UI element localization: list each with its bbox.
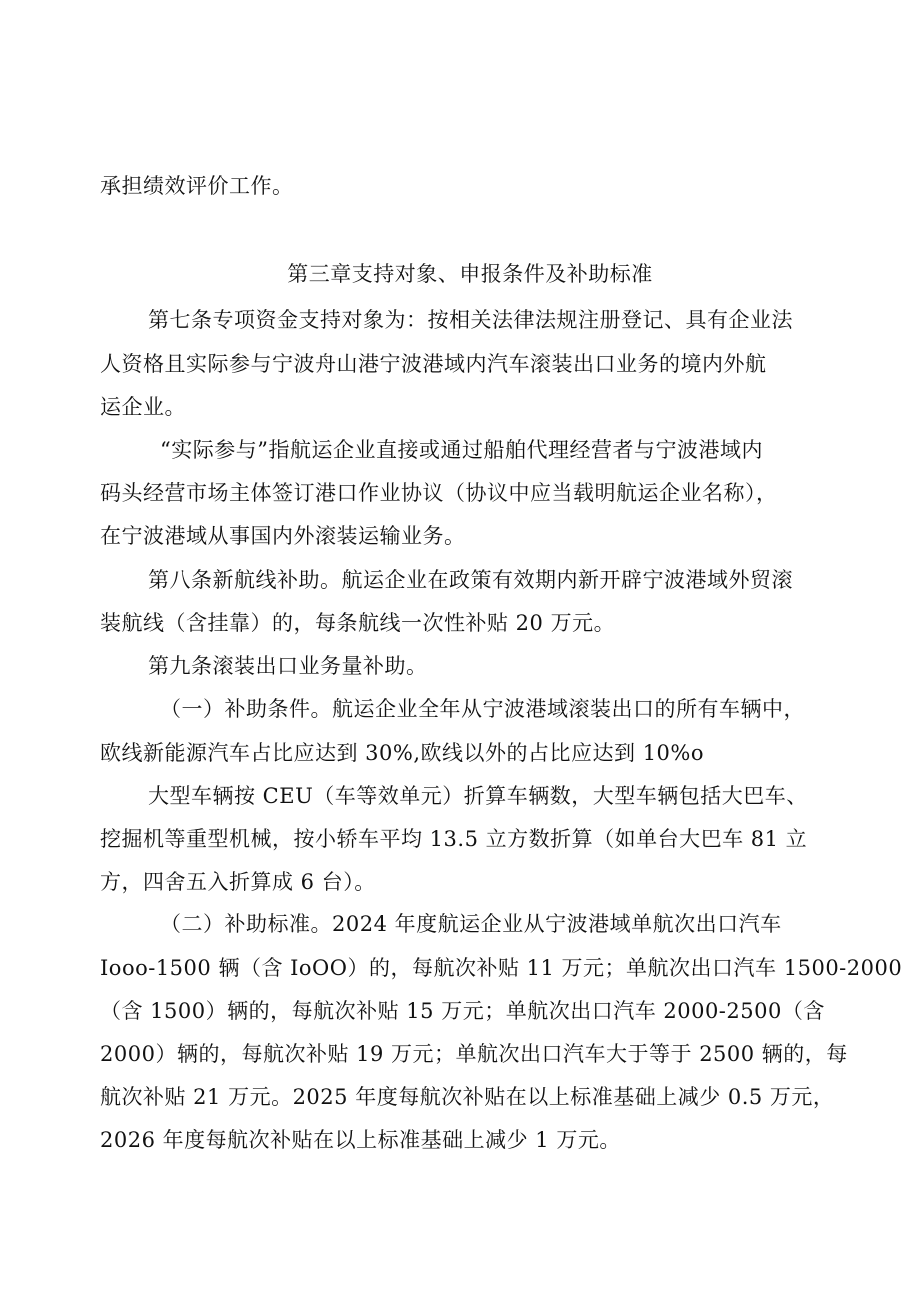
paragraph-line: 装航线（含挂靠）的，每条航线一次性补贴 20 万元。 <box>100 611 616 635</box>
paragraph-line: 第七条专项资金支持对象为：按相关法律法规注册登记、具有企业法 <box>148 308 793 332</box>
paragraph-line: 2000）辆的，每航次补贴 19 万元；单航次出口汽车大于等于 2500 辆的，每 <box>100 1042 848 1066</box>
paragraph-line: 在宁波港域从事国内外滚装运输业务。 <box>100 524 466 548</box>
paragraph-line: 运企业。 <box>100 395 186 419</box>
paragraph-line: 欧线新能源汽车占比应达到 30%,欧线以外的占比应达到 10%o <box>100 741 705 765</box>
paragraph-line: 人资格且实际参与宁波舟山港宁波港域内汽车滚装出口业务的境内外航 <box>100 352 767 376</box>
paragraph-line: （一）补助条件。航运企业全年从宁波港域滚装出口的所有车辆中， <box>160 697 805 721</box>
paragraph-line: 承担绩效评价工作。 <box>100 174 294 198</box>
paragraph-line: “实际参与”指航运企业直接或通过船舶代理经营者与宁波港域内 <box>160 438 763 462</box>
paragraph-line: 方，四舍五入折算成 6 台）。 <box>100 870 376 894</box>
paragraph-line: 第九条滚装出口业务量补助。 <box>148 654 428 678</box>
paragraph-line: 2026 年度每航次补贴在以上标准基础上减少 1 万元。 <box>100 1128 621 1152</box>
paragraph-line: 大型车辆按 CEU（车等效单元）折算车辆数，大型车辆包括大巴车、 <box>148 784 808 808</box>
paragraph-line: 第八条新航线补助。航运企业在政策有效期内新开辟宁波港域外贸滚 <box>148 568 793 592</box>
chapter-heading: 第三章支持对象、申报条件及补助标准 <box>287 262 653 286</box>
paragraph-line: 码头经营市场主体签订港口作业协议（协议中应当载明航运企业名称）， <box>100 481 778 505</box>
paragraph-line: Iooo-1500 辆（含 IoOO）的，每航次补贴 11 万元；单航次出口汽车 1500-2000 <box>100 956 903 980</box>
paragraph-line: （含 1500）辆的，每航次补贴 15 万元；单航次出口汽车 2000-2500（含 <box>100 999 825 1023</box>
paragraph-line: （二）补助标准。2024 年度航运企业从宁波港域单航次出口汽车 <box>160 912 782 936</box>
paragraph-line: 挖掘机等重型机械，按小轿车平均 13.5 立方数折算（如单台大巴车 81 立 <box>100 827 808 851</box>
paragraph-line: 航次补贴 21 万元。2025 年度每航次补贴在以上标准基础上减少 0.5 万元， <box>100 1085 835 1109</box>
